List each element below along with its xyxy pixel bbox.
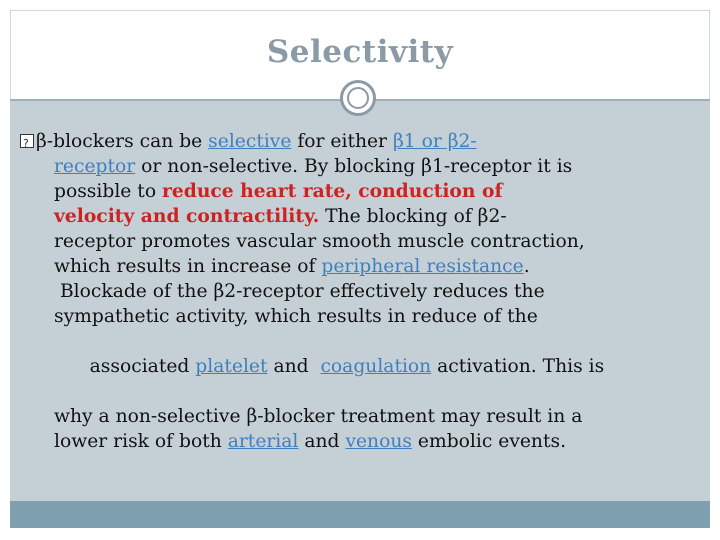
link-arterial[interactable]: arterial xyxy=(227,431,299,452)
text-line: velocity and contractility. The blocking of β2- xyxy=(54,205,507,227)
link-platelet[interactable]: platelet xyxy=(195,356,268,377)
text-line: Blockade of the β2-receptor effectively reduces the xyxy=(54,281,545,302)
text-line: sympathetic activity, which results in reduce of the xyxy=(54,306,538,327)
text-line: associated platelet and coagulation activation. This is xyxy=(89,356,605,377)
bullet-icon xyxy=(20,134,34,148)
link-coagulation[interactable]: coagulation xyxy=(320,356,432,377)
text-line: receptor promotes vascular smooth muscle contraction, xyxy=(54,231,585,252)
bottom-band xyxy=(10,501,710,528)
text-line: why a non-selective β-blocker treatment may result in a xyxy=(54,406,583,427)
text-line: lower risk of both arterial and venous embolic events. xyxy=(54,431,567,452)
text-line: ?β-blockers can be selective for either β1 or β2- xyxy=(20,129,710,154)
link-venous[interactable]: venous xyxy=(345,431,412,452)
link-beta-receptor[interactable]: β1 or β2- xyxy=(392,131,477,152)
text-line: receptor or non-selective. By blocking β1-receptor it is xyxy=(54,156,573,177)
emphasis-text: velocity and contractility. xyxy=(54,205,320,227)
text-line: which results in increase of peripheral resistance. xyxy=(54,256,530,277)
body-paragraph xyxy=(20,129,710,454)
ring-ornament-icon xyxy=(340,80,376,116)
link-peripheral-resistance[interactable]: peripheral resistance xyxy=(321,256,524,277)
emphasis-text: reduce heart rate, conduction of xyxy=(162,180,503,202)
link-selective[interactable]: selective xyxy=(208,131,292,152)
slide-title: Selectivity xyxy=(266,34,454,70)
link-receptor[interactable]: receptor xyxy=(54,156,136,177)
text-line: possible to reduce heart rate, conduction of xyxy=(54,180,503,202)
